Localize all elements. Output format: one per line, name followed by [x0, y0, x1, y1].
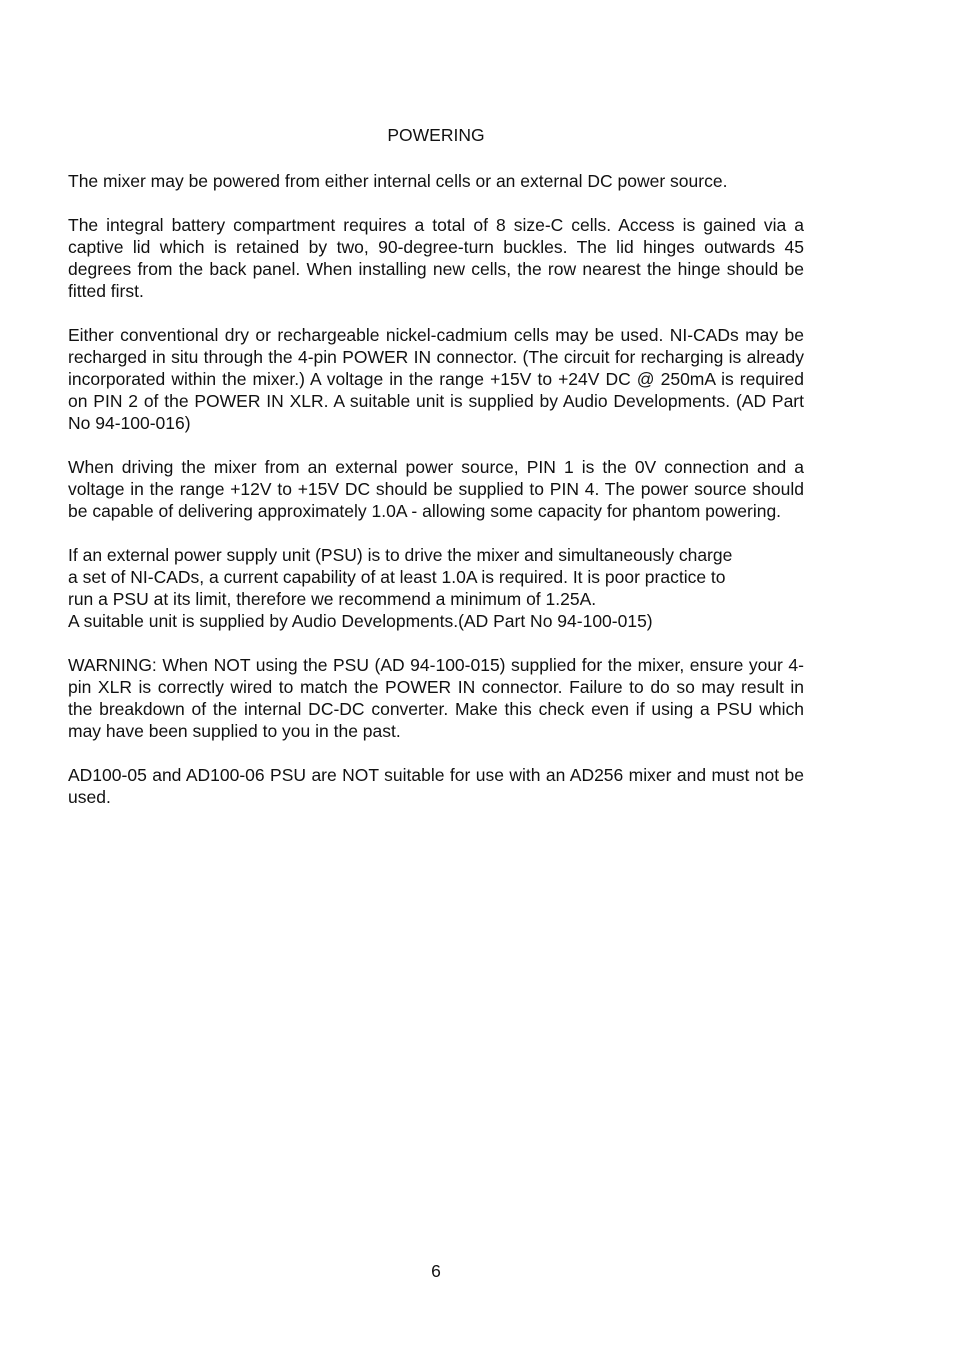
page-title: POWERING — [387, 125, 485, 145]
compatibility-note: AD100-05 and AD100-06 PSU are NOT suitable for use with an AD256 mixer and must not be used. — [68, 765, 804, 807]
page-number: 6 — [431, 1261, 441, 1281]
intro-paragraph: The mixer may be powered from either internal cells or an external DC power source. — [68, 171, 728, 191]
document-body — [68, 170, 804, 830]
psu-line: a set of NI-CADs, a current capability of at least 1.0A is required. It is poor practice to — [68, 567, 726, 587]
external-power-paragraph: When driving the mixer from an external power source, PIN 1 is the 0V connection and a voltage in the range +12V to +15V DC should be supplied to PIN 4. The power source should be capable of delivering approximately 1.0A - allowing some capacity for phantom powering. — [68, 457, 804, 521]
psu-line: run a PSU at its limit, therefore we recommend a minimum of 1.25A. — [68, 589, 597, 609]
psu-line: A suitable unit is supplied by Audio Developments.(AD Part No 94-100-015) — [68, 611, 653, 631]
psu-line: If an external power supply unit (PSU) is to drive the mixer and simultaneously charge — [68, 545, 733, 565]
battery-paragraph: The integral battery compartment requires a total of 8 size-C cells. Access is gained via a captive lid which is retained by two, 90-degree-turn buckles. The lid hinges outwards 45 degrees from the back panel. When installing new cells, the row nearest the hinge should be fitted first. — [68, 215, 804, 301]
psu-paragraph — [68, 544, 804, 632]
warning-paragraph: WARNING: When NOT using the PSU (AD 94-100-015) supplied for the mixer, ensure your 4-pin XLR is correctly wired to match the POWER IN connector. Failure to do so may result in the breakdown of the internal DC-DC converter. Make this check even if using a PSU which may have been supplied to you in the past. — [68, 655, 804, 741]
nicad-paragraph: Either conventional dry or rechargeable nickel-cadmium cells may be used. NI-CADs may be recharged in situ through the 4-pin POWER IN connector. (The circuit for recharging is already incorporated within the mixer.) A voltage in the range +15V to +24V DC @ 250mA is required on PIN 2 of the POWER IN XLR. A suitable unit is supplied by Audio Developments. (AD Part No 94-100-016) — [68, 325, 804, 433]
